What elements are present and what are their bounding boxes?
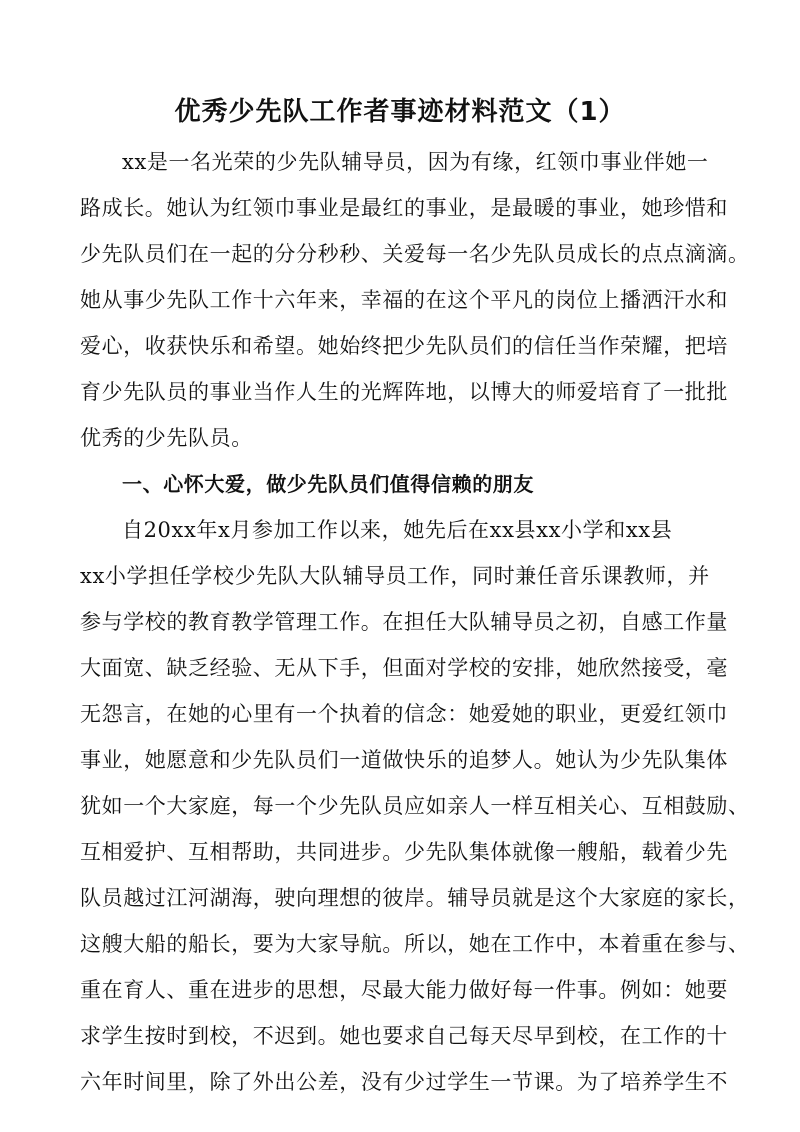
section-line-1: 自20xx年x月参加工作以来，她先后在xx县xx小学和xx县 (122, 518, 673, 542)
intro-line-3: 少先队员们在一起的分分秒秒、关爱每一名少先队员成长的点点滴滴。 (80, 242, 750, 266)
section-line-5: 无怨言，在她的心里有一个执着的信念：她爱她的职业，更爱红领巾 (80, 702, 728, 726)
intro-line-4: 她从事少先队工作十六年来，幸福的在这个平凡的岗位上播洒汗水和 (80, 288, 728, 312)
section-line-3: 参与学校的教育教学管理工作。在担任大队辅导员之初，自感工作量 (80, 610, 728, 634)
section-line-12: 求学生按时到校，不迟到。她也要求自己每天尽早到校，在工作的十 (80, 1024, 728, 1048)
section-line-2: xx小学担任学校少先队大队辅导员工作，同时兼任音乐课教师，并 (80, 564, 710, 588)
intro-line-1: xx是一名光荣的少先队辅导员，因为有缘，红领巾事业伴她一 (122, 150, 709, 174)
section-line-9: 队员越过江河湖海，驶向理想的彼岸。辅导员就是这个大家庭的家长， (80, 886, 750, 910)
section-line-7: 犹如一个大家庭，每一个少先队员应如亲人一样互相关心、互相鼓励、 (80, 794, 750, 818)
section-line-10: 这艘大船的船长，要为大家导航。所以，她在工作中，本着重在参与、 (80, 932, 750, 956)
section-heading: 一、心怀大爱，做少先队员们值得信赖的朋友 (122, 472, 534, 496)
section-line-4: 大面宽、缺乏经验、无从下手，但面对学校的安排，她欣然接受，毫 (80, 656, 728, 680)
section-line-6: 事业，她愿意和少先队员们一道做快乐的追梦人。她认为少先队集体 (80, 748, 728, 772)
section-line-8: 互相爱护、互相帮助，共同进步。少先队集体就像一艘船，载着少先 (80, 840, 728, 864)
section-line-13: 六年时间里，除了外出公差，没有少过学生一节课。为了培养学生不 (80, 1070, 728, 1094)
intro-line-6: 育少先队员的事业当作人生的光辉阵地，以博大的师爱培育了一批批 (80, 380, 728, 404)
intro-line-7: 优秀的少先队员。 (80, 426, 253, 450)
intro-line-5: 爱心，收获快乐和希望。她始终把少先队员们的信任当作荣耀，把培 (80, 334, 728, 358)
intro-line-2: 路成长。她认为红领巾事业是最红的事业，是最暖的事业，她珍惜和 (80, 196, 728, 220)
section-line-11: 重在育人、重在进步的思想，尽最大能力做好每一件事。例如：她要 (80, 978, 728, 1002)
document-title: 优秀少先队工作者事迹材料范文（1） (174, 97, 626, 127)
